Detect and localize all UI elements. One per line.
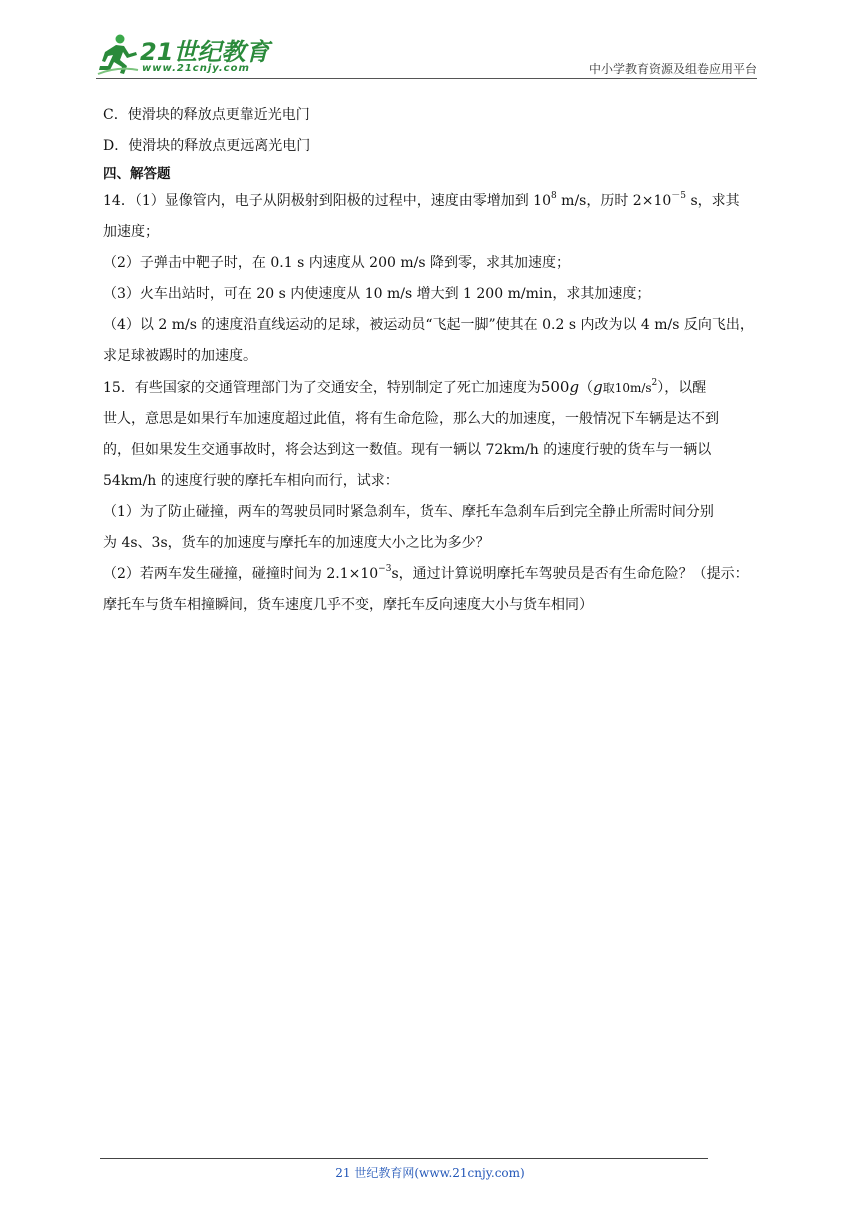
q15-line-1: 15．有些国家的交通管理部门为了交通安全，特别制定了死亡加速度为500g（g取$10m/s^2$），以醒 xyxy=(103,378,707,396)
section-title: 四、解答题 xyxy=(103,166,171,182)
q15-part-1-line-2: 为 4s、3s，货车的加速度与摩托车的加速度大小之比为多少？ xyxy=(103,535,490,551)
logo-url: www.21cnjy.com xyxy=(142,63,250,74)
footer-divider xyxy=(100,1158,708,1159)
q15-line-2: 世人，意思是如果行车加速度超过此值，将有生命危险，那么大的加速度，一般情况下车辆是达不到 xyxy=(103,411,719,427)
q14-part-4-line-1: （4）以 2 m/s 的速度沿直线运动的足球，被运动员“飞起一脚”使其在 0.2 s 内改为以 4 m/s 反向飞出， xyxy=(103,317,754,333)
q15-line-3: 的，但如果发生交通事故时，将会达到这一数值。现有一辆以 72km/h 的速度行驶的货车与一辆以 xyxy=(103,442,712,458)
q14-part-3: （3）火车出站时，可在 20 s 内使速度从 10 m/s 增大到 1 200 m/min，求其加速度； xyxy=(103,286,651,302)
option-c: C．使滑块的释放点更靠近光电门 xyxy=(103,107,310,123)
q15-line-4: 54km/h 的速度行驶的摩托车相向而行，试求： xyxy=(103,473,399,489)
q14-part-4-line-2: 求足球被踢时的加速度。 xyxy=(103,348,257,364)
option-d: D．使滑块的释放点更远离光电门 xyxy=(103,138,311,154)
q14-part-2: （2）子弹击中靶子时，在 0.1 s 内速度从 200 m/s 降到零，求其加速度； xyxy=(103,255,570,271)
runner-logo-icon xyxy=(96,32,140,76)
site-logo[interactable] xyxy=(96,30,270,78)
document-body xyxy=(103,100,763,621)
header-divider xyxy=(96,78,757,79)
q15-part-1-line-1: （1）为了防止碰撞，两车的驾驶员同时紧急刹车，货车、摩托车急刹车后到完全静止所需时间分别 xyxy=(103,504,714,520)
platform-tagline: 中小学教育资源及组卷应用平台 xyxy=(588,62,757,76)
question-15 xyxy=(103,372,763,621)
logo-wordmark: 21世纪教育 xyxy=(140,38,270,66)
q15-part-2-line-1: （2）若两车发生碰撞，碰撞时间为 $2.1\times 10^{-3}s$，通过计算说明摩托车驾驶员是否有生命危险？（提示： xyxy=(103,564,749,582)
question-14 xyxy=(103,186,763,372)
q14-line-1: 14．（1）显像管内，电子从阴极射到阳极的过程中，速度由零增加到 $10^8$ m/s，历时 $2\times 10^{-5}$ s，求其 xyxy=(103,191,740,209)
q15-part-2-line-2: 摩托车与货车相撞瞬间，货车速度几乎不变，摩托车反向速度大小与货车相同） xyxy=(103,597,593,613)
q14-line-2: 加速度； xyxy=(103,224,159,240)
page-header xyxy=(0,0,860,82)
footer-link[interactable]: 21 世纪教育网(www.21cnjy.com) xyxy=(335,1166,525,1180)
